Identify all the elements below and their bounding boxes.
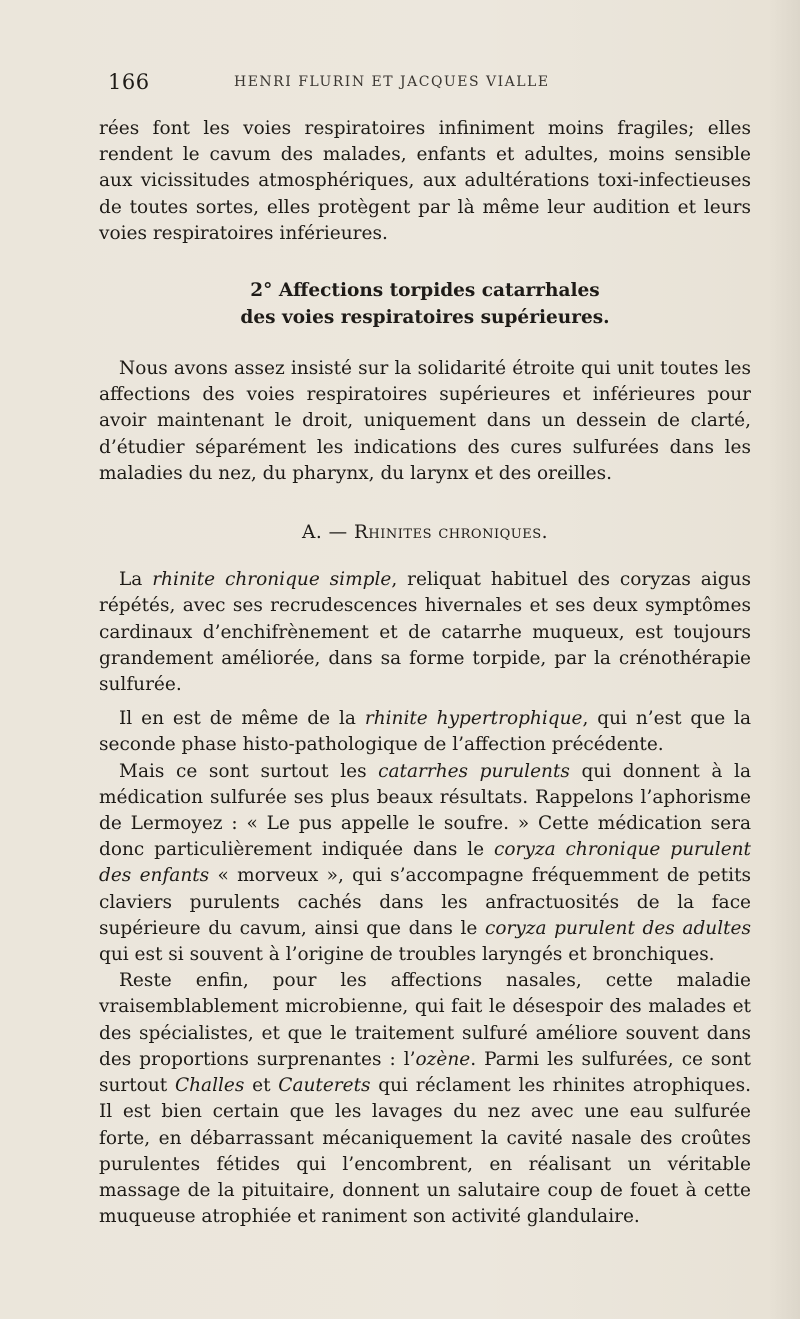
section-heading-line2: des voies respiratoires supérieures. xyxy=(240,307,610,329)
text-run: , qui n’est que la seconde phase histo-pathologique de l’affection précédente. xyxy=(99,708,751,756)
italic-term: Challes xyxy=(174,1075,245,1097)
section-heading xyxy=(99,277,751,331)
text-run: qui donnent à la médication sulfurée ses plus beaux résultats. Rappelons l’aphorisme de Lermoyez : « Le pus appelle le soufre. » Cette médication sera donc particulièrement indiquée dans le xyxy=(99,760,751,861)
text-run: . Parmi les sulfurées, ce sont surtout xyxy=(99,1048,751,1097)
section-heading-line1: 2° Affections torpides catarrhales xyxy=(250,280,600,302)
text-run: et xyxy=(244,1075,279,1097)
subsection-title: Rhinites chroniques. xyxy=(354,522,548,544)
italic-term: ozène xyxy=(415,1048,471,1070)
subsection-heading xyxy=(99,520,751,546)
paragraph-rhinite-simple xyxy=(99,567,751,698)
italic-term: rhinite hypertrophique xyxy=(364,708,583,730)
subsection-prefix: A. — xyxy=(301,522,354,544)
italic-term: coryza chronique purulent des enfants xyxy=(99,839,751,887)
text-run: Mais ce sont surtout les xyxy=(119,760,379,782)
text-run: Reste enfin, pour les affections nasales, cette maladie vraisemblablement microbienne, qui fait le désespoir des malades et des spécialistes, et que le traitement sulfuré améliore souvent dans des proportions surprenantes : l’ xyxy=(99,970,751,1070)
paragraph-rhinite-hypertrophique xyxy=(99,706,751,758)
text-run: qui est si souvent à l’origine de troubles laryngés et bronchiques. xyxy=(99,944,715,966)
text-run: , reliquat habituel des coryzas aigus répétés, avec ses recrudescences hivernales et ses deux symptômes cardinaux d’enchifrènement et de catarrhe muqueux, est toujours grandement améliorée, dans sa forme torpide, par la crénothérapie sulfurée. xyxy=(99,569,751,696)
text-run: La xyxy=(119,569,153,591)
page-number: 166 xyxy=(108,70,150,94)
italic-term: Cauterets xyxy=(278,1075,371,1097)
text-run: « morveux », qui s’accompagne fréquemment de petits claviers purulents cachés dans les anfractuosités de la face supérieure du cavum, ainsi que dans le xyxy=(99,865,751,939)
section-paragraph: Nous avons assez insisté sur la solidarité étroite qui unit toutes les affections des voies respiratoires supérieures et inférieures pour avoir maintenant le droit, uniquement dans un dessein de clarté, d’étudier séparément les indications des cures sulfurées dans les maladies du nez, du pharynx, du larynx et des oreilles. xyxy=(99,358,751,484)
page-header xyxy=(108,70,748,100)
text-run: qui réclament les rhinites atrophiques. Il est bien certain que les lavages du nez avec une eau sulfurée forte, en débarrassant mécaniquement la cavité nasale des croûtes purulentes fétides qui l’encombrent, en réalisant un véritable massage de la pituitaire, donnent un salutaire coup de fouet à cette muqueuse atrophiée et raniment son activité glandulaire. xyxy=(99,1075,751,1228)
intro-paragraph: rées font les voies respiratoires infiniment moins fragiles; elles rendent le cavum des malades, enfants et adultes, moins sensible aux vicissitudes atmosphériques, aux adultérations toxi-infectieuses de toutes sortes, elles protègent par là même leur audition et leurs voies respiratoires inférieures. xyxy=(99,118,751,244)
text-run: Il en est de même de la xyxy=(119,708,365,730)
running-head: HENRI FLURIN ET JACQUES VIALLE xyxy=(234,74,550,90)
paragraph-catarrhes-purulents xyxy=(99,759,751,969)
paragraph-ozene xyxy=(99,968,751,1230)
italic-term: catarrhes purulents xyxy=(378,760,570,782)
italic-term: rhinite chronique simple xyxy=(152,569,392,591)
body-text xyxy=(99,116,751,1230)
italic-term: coryza purulent des adultes xyxy=(484,917,751,939)
